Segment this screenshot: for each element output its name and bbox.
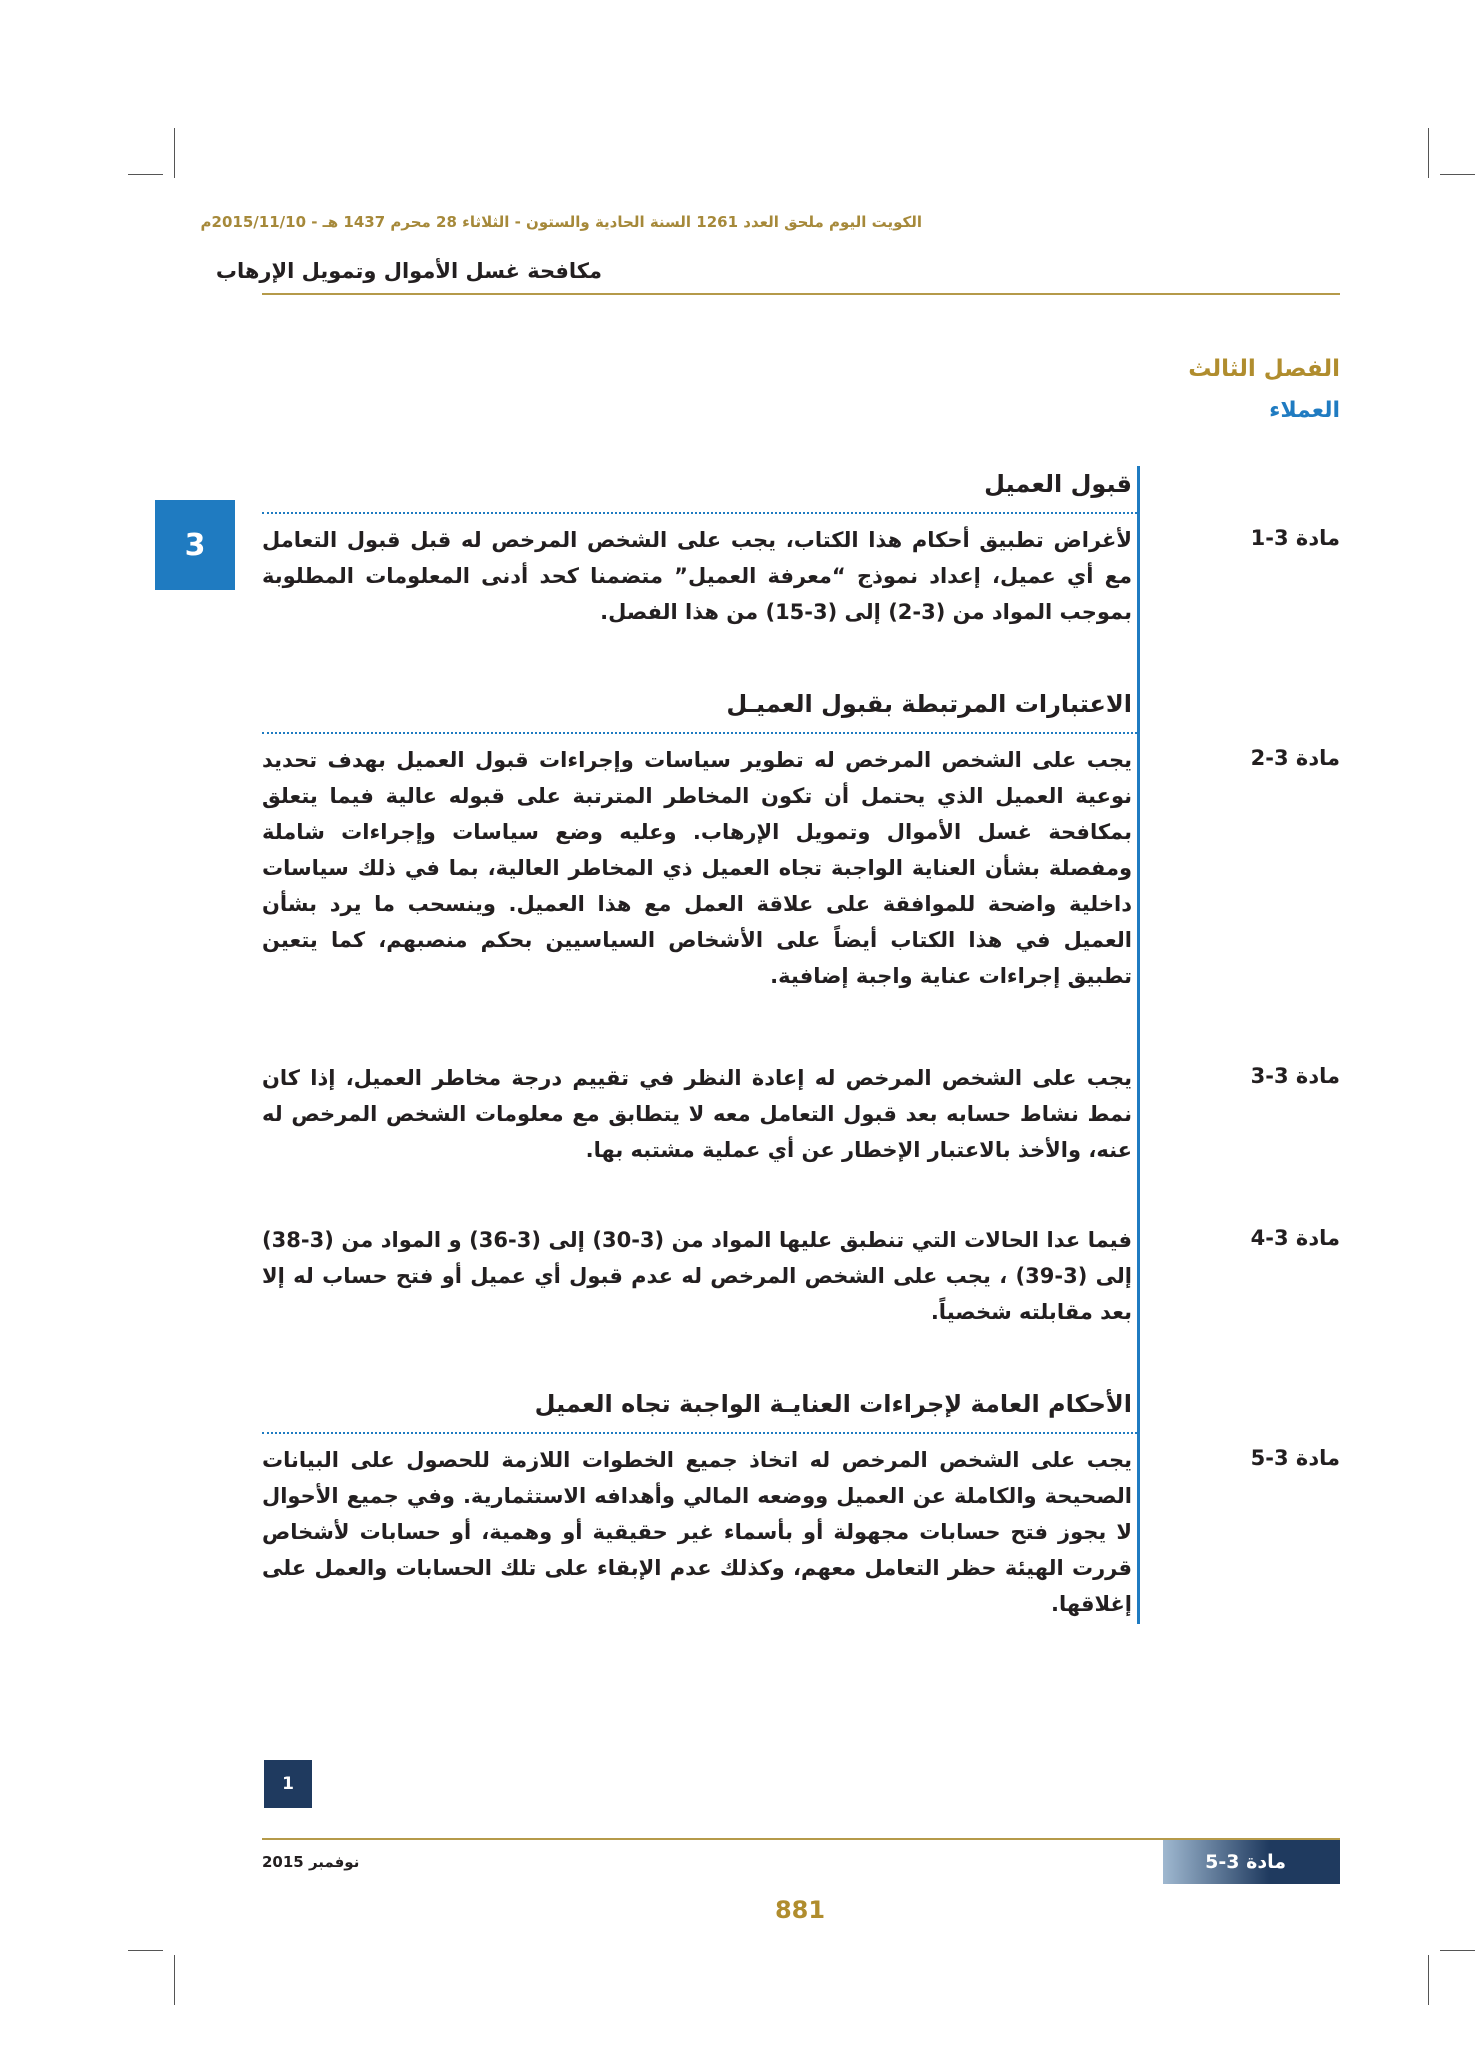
article-text: يجب على الشخص المرخص له تطوير سياسات وإجراءات قبول العميل بهدف تحديد نوعية العميل الذي يحتمل أن تكون المخاطر المترتبة على قبوله عالية فيما يتعلق بمكافحة غسل الأموال وتمويل الإرهاب. وعليه وضع سياسات وإجراءات شاملة ومفصلة بشأن العناية الواجبة تجاه العميل ذي المخاطر العالية، بما في ذلك سياسات داخلية واضحة للموافقة على علاقة العمل مع هذا العميل. وينسحب ما يرد بشأن العميل في هذا الكتاب أيضاً على الأشخاص السياسيين بحكم منصبهم، كما يتعين تطبيق إجراءات عناية واجبة إضافية.	[262, 748, 1132, 988]
article-body	[262, 742, 1132, 994]
crop-mark	[174, 128, 175, 178]
article-body	[262, 522, 1132, 630]
footer-date: نوفمبر 2015	[262, 1853, 360, 1871]
crop-mark	[128, 174, 163, 175]
article-label: مادة 3-5	[1250, 1446, 1340, 1470]
crop-mark	[1428, 1955, 1429, 2005]
section-rule	[262, 512, 1137, 514]
crop-mark	[1440, 174, 1475, 175]
crop-mark	[1428, 128, 1429, 178]
crop-mark	[1440, 1950, 1475, 1951]
content-rule-vertical	[1137, 466, 1140, 1624]
article-label: مادة 3-2	[1250, 746, 1340, 770]
section-title: الأحكام العامة لإجراءات العنايـة الواجبة تجاه العميل	[534, 1390, 1132, 1418]
section-title: قبول العميل	[984, 470, 1132, 498]
article-label: مادة 3-1	[1250, 526, 1340, 550]
article-text: يجب على الشخص المرخص له إعادة النظر في تقييم درجة مخاطر العميل، إذا كان نمط نشاط حسابه بعد قبول التعامل معه لا يتطابق مع معلومات الشخص المرخص له عنه، والأخذ بالاعتبار الإخطار عن أي عملية مشتبه بها.	[262, 1066, 1132, 1162]
article-body	[262, 1222, 1132, 1330]
header-rule	[262, 293, 1340, 295]
article-text: يجب على الشخص المرخص له اتخاذ جميع الخطوات اللازمة للحصول على البيانات الصحيحة والكاملة عن العميل ووضعه المالي وأهدافه الاستثمارية. وفي جميع الأحوال لا يجوز فتح حسابات مجهولة أو بأسماء غير حقيقية أو وهمية، أو حسابات لأشخاص قررت الهيئة حظر التعامل معهم، وكذلك عدم الإبقاء على تلك الحسابات والعمل على إغلاقها.	[262, 1448, 1132, 1616]
footer-article-tab: مادة 3-5	[1163, 1840, 1340, 1884]
article-body	[262, 1442, 1132, 1622]
chapter-title: الفصل الثالث	[1188, 356, 1340, 382]
header-title: مكافحة غسل الأموال وتمويل الإرهاب	[215, 259, 602, 283]
article-label: مادة 3-4	[1250, 1226, 1340, 1250]
article-text: فيما عدا الحالات التي تنطبق عليها المواد من (3-30) إلى (3-36) و المواد من (3-38) إلى (3-39) ، يجب على الشخص المرخص له عدم قبول أي عميل أو فتح حساب له إلا بعد مقابلته شخصياً.	[262, 1228, 1132, 1324]
section-rule	[262, 732, 1137, 734]
crop-mark	[174, 1955, 175, 2005]
chapter-side-tab: 3	[155, 500, 235, 590]
article-label: مادة 3-3	[1250, 1064, 1340, 1088]
article-text: لأغراض تطبيق أحكام هذا الكتاب، يجب على الشخص المرخص له قبل قبول التعامل مع أي عميل، إعداد نموذج “معرفة العميل” متضمنا كحد أدنى المعلومات المطلوبة بموجب المواد من (3-2) إلى (3-15) من هذا الفصل.	[262, 528, 1132, 624]
section-title: الاعتبارات المرتبطة بقبول العميـل	[726, 690, 1132, 718]
page-number: 881	[774, 1896, 826, 1924]
header-meta: الكويت اليوم ملحق العدد 1261 السنة الحادية والستون - الثلاثاء 28 محرم 1437 هـ - 2015/11/10م	[200, 213, 922, 231]
section-rule	[262, 1432, 1137, 1434]
page-index-box: 1	[264, 1760, 312, 1808]
article-body	[262, 1060, 1132, 1168]
crop-mark	[128, 1950, 163, 1951]
chapter-subtitle: العملاء	[1269, 398, 1340, 423]
